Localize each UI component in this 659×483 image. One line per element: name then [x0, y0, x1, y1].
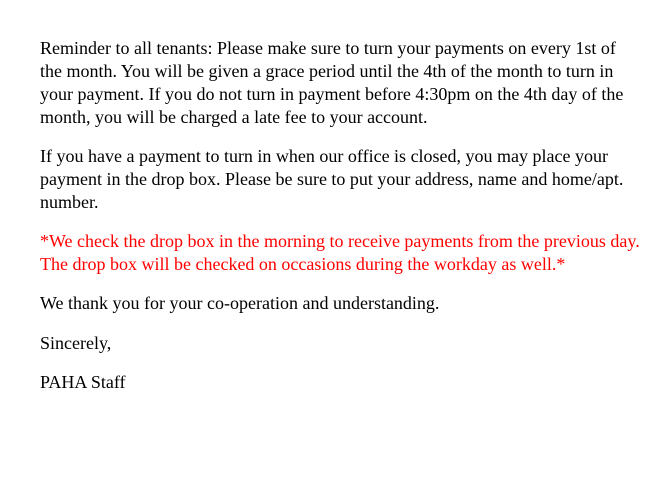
- letter-body: [40, 37, 640, 394]
- thank-you-line: We thank you for your co-operation and understanding.: [40, 293, 440, 313]
- signature-line: PAHA Staff: [40, 372, 126, 392]
- payment-reminder-paragraph: Reminder to all tenants: Please make sure to turn your payments on every 1st of the month. You will be given a grace period until the 4th of the month to turn in your payment. If you do not turn in payment before 4:30pm on the 4th day of the month, you will be charged a late fee to your account.: [40, 38, 624, 127]
- closing-line: Sincerely,: [40, 333, 112, 353]
- drop-box-notice: *We check the drop box in the morning to receive payments from the previous day. The drop box will be checked on occasions during the workday as well.*: [40, 231, 640, 274]
- drop-box-paragraph: If you have a payment to turn in when our office is closed, you may place your payment in the drop box. Please be sure to put your address, name and home/apt. number.: [40, 146, 624, 212]
